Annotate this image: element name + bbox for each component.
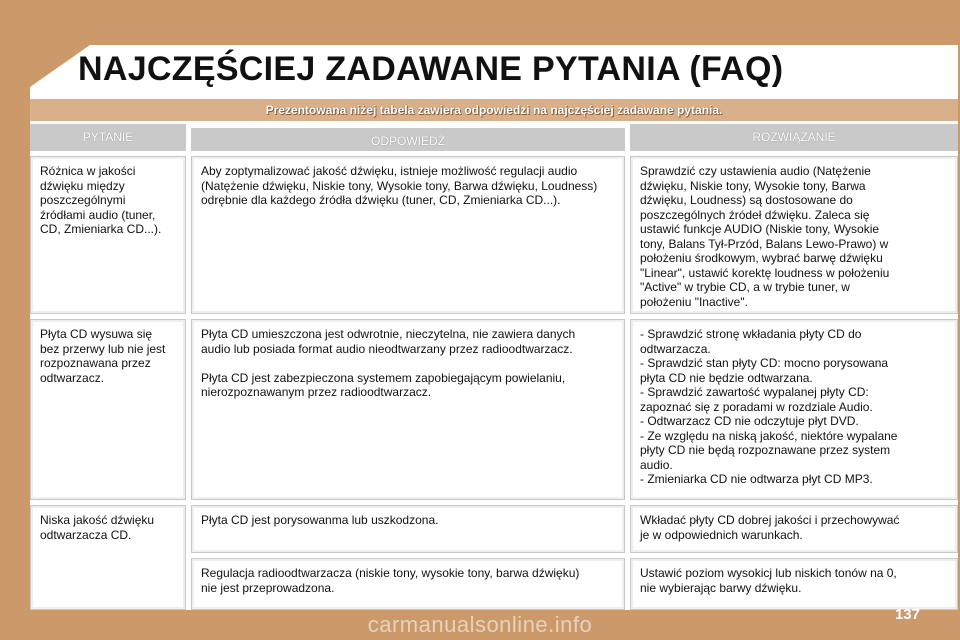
header-solution: ROZWIĄZANIE bbox=[630, 124, 958, 151]
row-2-question: Płyta CD wysuwa się bez przerwy lub nie jest rozpoznawana przez odtwarzacz. bbox=[30, 319, 186, 500]
row-4-solution: Ustawić poziom wysokicj lub niskich tonów na 0, nie wybierając barwy dźwięku. bbox=[630, 558, 958, 610]
row-4-answer: Regulacja radioodtwarzacza (niskie tony, wysokie tony, barwa dźwięku) nie jest przeprowadzona. bbox=[191, 558, 625, 610]
page-title: NAJCZĘŚCIEJ ZADAWANE PYTANIA (FAQ) bbox=[78, 50, 784, 88]
row-3-answer: Płyta CD jest porysowanma lub uszkodzona. bbox=[191, 505, 625, 553]
row-2-answer: Płyta CD umieszczona jest odwrotnie, nieczytelna, nie zawiera danych audio lub posiada format audio nieodtwarzany przez radioodtwarzacz. Płyta CD jest zabezpieczona systemem zapobiegającym powielaniu, nierozpoznawanym przez radioodtwarzacz. bbox=[191, 319, 625, 500]
page-number: 137 bbox=[894, 606, 920, 623]
header-question: PYTANIE bbox=[30, 124, 186, 151]
header-answer: ODPOWIEDŹ bbox=[191, 128, 625, 151]
subtitle-bar: Prezentowana niżej tabela zawiera odpowiedzi na najczęściej zadawane pytania. bbox=[30, 99, 958, 121]
row-2-solution: - Sprawdzić stronę wkładania płyty CD do odtwarzacza. - Sprawdzić stan płyty CD: mocno porysowana płyta CD nie będzie odtwarzana. - Sprawdzić zawartość wypalanej płyty CD: zapoznać się z poradami w rozdziale Audio. - Odtwarzacz CD nie odczytuje płyt DVD. - Ze względu na niską jakość, niektóre wypalane płyty CD nie będą rozpoznawane przez system audio. - Zmieniarka CD nie odtwarza płyt CD MP3. bbox=[630, 319, 958, 500]
row-1-solution: Sprawdzić czy ustawienia audio (Natężenie dźwięku, Niskie tony, Wysokie tony, Barwa dźwięku, Loudness) są dostosowane do poszczególnych źródeł dźwięku. Zaleca się ustawić funkcje AUDIO (Niskie tony, Wysokie tony, Balans Tył-Przód, Balans Lewo-Prawo) w położeniu środkowym, wybrać barwę dźwięku "Linear", ustawić korektę loudness w położeniu "Active" w trybie CD, a w trybie tuner, w położeniu "Inactive". bbox=[630, 156, 958, 314]
watermark-text: carmanualsonline.info bbox=[367, 612, 593, 637]
row-1-question: Różnica w jakości dźwięku między poszczególnymi źródłami audio (tuner, CD, Zmieniarka CD...). bbox=[30, 156, 186, 314]
row-3-question: Niska jakość dźwięku odtwarzacza CD. bbox=[30, 505, 186, 610]
row-3-solution: Wkładać płyty CD dobrej jakości i przechowywać je w odpowiednich warunkach. bbox=[630, 505, 958, 553]
row-1-answer: Aby zoptymalizować jakość dźwięku, istnieje możliwość regulacji audio (Natężenie dźwięku, Niskie tony, Wysokie tony, Barwa dźwięku, Loudness) odrębnie dla każdego źródła dźwięku (tuner, CD, Zmieniarka CD...). bbox=[191, 156, 625, 314]
